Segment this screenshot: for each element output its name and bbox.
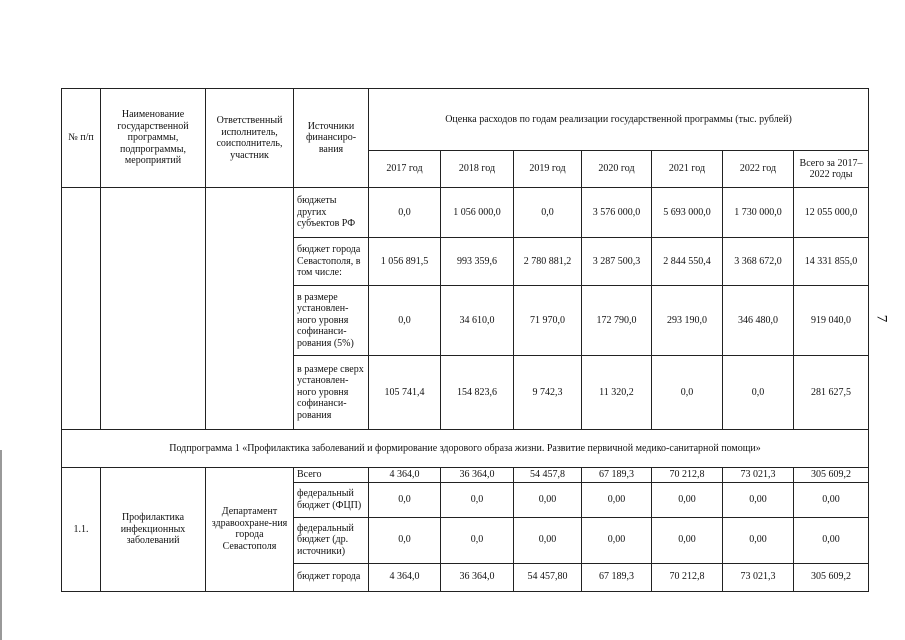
- value-cell: 34 610,0: [441, 286, 514, 356]
- source-cell: федеральный бюджет (ФЦП): [294, 482, 369, 517]
- value-cell: 281 627,5: [794, 356, 869, 430]
- value-cell: 4 364,0: [369, 468, 441, 483]
- empty-cell: [62, 188, 101, 430]
- value-cell: 2 844 550,4: [652, 238, 723, 286]
- measure-num: 1.1.: [62, 468, 101, 592]
- value-cell: 0,0: [723, 356, 794, 430]
- table-row: [62, 468, 869, 483]
- source-cell: в размере сверх установлен-ного уровня софинанси-рования: [294, 356, 369, 430]
- value-cell: 993 359,6: [441, 238, 514, 286]
- subprogram-row: [62, 430, 869, 468]
- value-cell: 11 320,2: [582, 356, 652, 430]
- value-cell: 0,00: [723, 517, 794, 563]
- value-cell: 1 056 000,0: [441, 188, 514, 238]
- value-cell: 0,00: [652, 482, 723, 517]
- value-cell: 0,00: [582, 482, 652, 517]
- value-cell: 346 480,0: [723, 286, 794, 356]
- measure-responsible: Департамент здравоохране-ния города Севастополя: [206, 468, 294, 592]
- year-header: 2021 год: [652, 151, 723, 188]
- value-cell: 73 021,3: [723, 468, 794, 483]
- value-cell: 0,0: [369, 286, 441, 356]
- value-cell: 0,0: [514, 188, 582, 238]
- value-cell: 9 742,3: [514, 356, 582, 430]
- budget-table: [61, 88, 869, 592]
- value-cell: 0,0: [369, 517, 441, 563]
- value-cell: 919 040,0: [794, 286, 869, 356]
- value-cell: 3 368 672,0: [723, 238, 794, 286]
- value-cell: 54 457,8: [514, 468, 582, 483]
- header-name: Наименование государственной программы, подпрограммы, мероприятий: [101, 89, 206, 188]
- value-cell: 0,00: [514, 517, 582, 563]
- value-cell: 0,00: [582, 517, 652, 563]
- year-header: 2017 год: [369, 151, 441, 188]
- value-cell: 36 364,0: [441, 468, 514, 483]
- value-cell: 305 609,2: [794, 468, 869, 483]
- subprogram-title: Подпрограмма 1 «Профилактика заболеваний и формирование здорового образа жизни. Развитие первичной медико-санитарной помощи»: [62, 430, 869, 468]
- value-cell: 0,0: [652, 356, 723, 430]
- header-estimate: Оценка расходов по годам реализации государственной программы (тыс. рублей): [369, 89, 869, 151]
- value-cell: 67 189,3: [582, 563, 652, 591]
- value-cell: 70 212,8: [652, 563, 723, 591]
- source-cell: в размере установлен-ного уровня софинанси-рования (5%): [294, 286, 369, 356]
- value-cell: 54 457,80: [514, 563, 582, 591]
- value-cell: 71 970,0: [514, 286, 582, 356]
- value-cell: 154 823,6: [441, 356, 514, 430]
- value-cell: 0,00: [514, 482, 582, 517]
- source-cell: бюджет города: [294, 563, 369, 591]
- value-cell: 0,0: [441, 517, 514, 563]
- value-cell: 36 364,0: [441, 563, 514, 591]
- value-cell: 3 576 000,0: [582, 188, 652, 238]
- value-cell: 0,00: [723, 482, 794, 517]
- value-cell: 67 189,3: [582, 468, 652, 483]
- value-cell: 305 609,2: [794, 563, 869, 591]
- source-cell: бюджеты других субъектов РФ: [294, 188, 369, 238]
- value-cell: 2 780 881,2: [514, 238, 582, 286]
- value-cell: 293 190,0: [652, 286, 723, 356]
- year-header: 2022 год: [723, 151, 794, 188]
- measure-name: Профилактика инфекционных заболеваний: [101, 468, 206, 592]
- value-cell: 0,00: [794, 482, 869, 517]
- value-cell: 1 730 000,0: [723, 188, 794, 238]
- value-cell: 172 790,0: [582, 286, 652, 356]
- year-header: 2020 год: [582, 151, 652, 188]
- header-num: № п/п: [62, 89, 101, 188]
- value-cell: 73 021,3: [723, 563, 794, 591]
- year-header: 2019 год: [514, 151, 582, 188]
- value-cell: 0,00: [794, 517, 869, 563]
- table-row: [62, 188, 869, 238]
- total-header: Всего за 2017–2022 годы: [794, 151, 869, 188]
- value-cell: 105 741,4: [369, 356, 441, 430]
- page-number: 7: [873, 314, 890, 323]
- year-header: 2018 год: [441, 151, 514, 188]
- value-cell: 3 287 500,3: [582, 238, 652, 286]
- header-responsible: Ответственный исполнитель, соисполнитель, участник: [206, 89, 294, 188]
- value-cell: 14 331 855,0: [794, 238, 869, 286]
- source-cell: бюджет города Севастополя, в том числе:: [294, 238, 369, 286]
- value-cell: 70 212,8: [652, 468, 723, 483]
- value-cell: 4 364,0: [369, 563, 441, 591]
- value-cell: 12 055 000,0: [794, 188, 869, 238]
- value-cell: 5 693 000,0: [652, 188, 723, 238]
- value-cell: 1 056 891,5: [369, 238, 441, 286]
- source-cell: Всего: [294, 468, 369, 483]
- empty-cell: [101, 188, 206, 430]
- value-cell: 0,0: [369, 188, 441, 238]
- value-cell: 0,0: [441, 482, 514, 517]
- value-cell: 0,00: [652, 517, 723, 563]
- value-cell: 0,0: [369, 482, 441, 517]
- source-cell: федеральный бюджет (др. источники): [294, 517, 369, 563]
- scan-edge-line: [0, 450, 2, 640]
- empty-cell: [206, 188, 294, 430]
- header-sources: Источники финансиро-вания: [294, 89, 369, 188]
